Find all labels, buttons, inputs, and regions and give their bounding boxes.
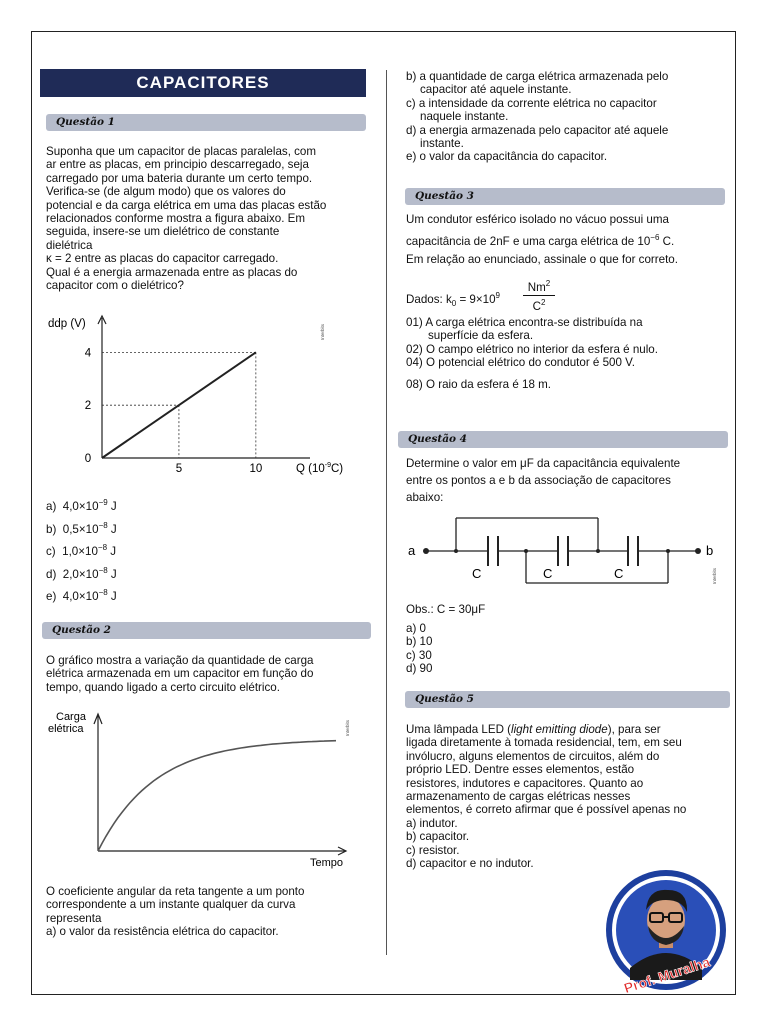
node-dot [524,549,528,553]
text-line: ligada diretamente à tomada residencial, tem, em seu [406,736,682,750]
option-c: c) resistor. [406,843,460,857]
question-4-header: Questão 4 [398,431,728,448]
text-line: Uma lâmpada LED (light emitting diode), para ser [406,723,661,736]
option-d: d) 90 [406,662,433,676]
page-title: CAPACITORES [40,69,366,97]
node-dot [596,549,600,553]
option-c: c) $1,0\times 10^{-8}$ J [46,543,117,558]
option-a: a) $4,0\times 10^{-9}$ J [46,498,117,513]
text-line: potencial e da carga elétrica em uma das placas estão [46,198,327,212]
text-line: entre os pontos a e b da associação de capacitores [406,474,671,487]
x-tick-label: 5 [175,463,183,475]
x-tick-label: 10 [249,463,263,475]
charge-vs-time-chart [46,706,356,871]
y-axis-label: ddp (V) [48,318,86,330]
question-3-items [406,316,726,391]
question-4-options [406,622,606,676]
text-line: capacitância de 2nF e uma carga elétrica de $10^{-6}$ C. [406,233,675,248]
text-line: Suponha que um capacitor de placas paralelas, com [46,145,317,158]
watermark: Interbits [712,567,717,584]
option-b: b) a quantidade de carga elétrica armazenada pelo [406,70,669,83]
text-line: carregado por uma bateria durante um certo tempo. [46,171,313,185]
question-5-text [406,723,726,870]
terminal-a-label: a [408,543,416,558]
option-d: d) capacitor e no indutor. [406,857,534,871]
capacitor-3-label: C [614,566,624,581]
text-line: próprio LED. Dentre esses elementos, estão [406,763,635,777]
y-tick-label: 4 [84,347,92,360]
author-logo [604,868,728,997]
option-e: e) o valor da capacitância do capacitor. [406,150,608,164]
item-01: 01) A carga elétrica encontra-se distribuída na [406,316,643,329]
option-b-cont: capacitor até aquele instante. [420,83,572,97]
text-line: abaixo: [406,491,444,504]
question-4-text [406,455,726,506]
text-line: armazenamento de cargas elétricas nesses [406,790,631,804]
text-line: elementos, é correto afirmar que é possível apenas no [406,803,687,817]
option-c: c) a intensidade da corrente elétrica no capacitor [406,96,657,110]
capacitor-circuit-diagram [404,512,722,592]
text-line: dielétrica [46,238,93,252]
text-line: relacionados conforme mostra a figura abaixo. Em [46,212,306,226]
logo-text: Prof. Muralha [621,953,712,997]
text-line: Determine o valor em μF da capacitância equivalente [406,457,681,470]
text-line: O gráfico mostra a variação da quantidade de carga [46,654,314,667]
column-divider [386,70,387,955]
option-a: a) indutor. [406,816,458,830]
text-line: Qual é a energia armazenada entre as placas do [46,265,298,279]
item-02: 02) O campo elétrico no interior da esfera é nulo. [406,342,658,356]
text-line: representa [46,911,102,925]
x-axis-label: Tempo [310,857,344,869]
question-3-data [406,277,706,313]
x-axis-label: Q $(10^{-9}C)$ [296,462,344,475]
watermark: Interbits [345,719,350,736]
text-line: Verifica-se (de algum modo) que os valores do [46,185,286,199]
charge-curve [98,741,336,851]
option-e: e) $4,0\times 10^{-8}$ J [46,588,117,603]
terminal-b-dot [695,548,701,554]
option-a: a) 0 [406,622,426,635]
question-2-text [46,654,366,694]
option-a: a) o valor da resistência elétrica do capacitor. [46,925,279,939]
question-1-header: Questão 1 [46,114,366,131]
watermark: Interbits [320,323,325,340]
y-tick-label: 2 [84,400,92,413]
option-b: b) 10 [406,635,433,649]
text-line: invólucro, alguns elementos de circuitos, além do [406,749,660,763]
question-2-header: Questão 2 [42,622,371,639]
terminal-b-label: b [706,543,714,558]
text-line: elétrica armazenada em um capacitor em função do [46,667,314,681]
question-3-text [406,211,726,269]
text-line: capacitor com o dielétrico? [46,279,184,293]
question-2-prompt [46,885,366,939]
item-01-cont: superfície da esfera. [428,329,534,343]
y-axis-label: Carga [56,711,86,723]
text-line: ar entre as placas, em principio descarregado, seja [46,158,309,172]
option-b: b) capacitor. [406,830,470,844]
text-line: seguida, insere-se um dielétrico de constante [46,225,280,239]
text-line: tempo, quando ligado a certo circuito elétrico. [46,680,280,694]
text-line: correspondente a um instante qualquer da curva [46,898,296,912]
capacitor-2-label: C [543,566,553,581]
question-4-obs: Obs.: C = 30μF [406,603,486,616]
option-c-cont: naquele instante. [420,110,509,124]
capacitor-1-label: C [472,566,482,581]
item-08: 08) O raio da esfera é 18 m. [406,377,551,391]
option-d: d) $2,0\times 10^{-8}$ J [46,565,117,581]
question-2-options-cont [406,70,726,164]
node-dot [454,549,458,553]
text-line: resistores, indutores e capacitores. Quanto ao [406,776,644,790]
units-fraction: Nm$^2$ $C^2$ [523,277,555,314]
question-1-text [46,145,366,292]
question-5-header: Questão 5 [405,691,730,708]
terminal-a-dot [423,548,429,554]
item-04: 04) O potencial elétrico do condutor é 500 V. [406,356,636,370]
x-tick-label: 0 [84,453,92,465]
kappa-line: κ = 2 entre as placas do capacitor carregado. [46,252,279,266]
option-c: c) 30 [406,648,432,662]
option-b: b) $0,5\times 10^{-8}$ J [46,520,117,536]
ddp-vs-charge-chart [46,310,344,485]
option-d-cont: instante. [420,137,464,151]
text-line: Um condutor esférico isolado no vácuo possui uma [406,213,669,226]
y-axis-label: elétrica [48,723,84,735]
text-line: Em relação ao enunciado, assinale o que for correto. [406,252,678,266]
question-3-header: Questão 3 [405,188,725,205]
node-dot [666,549,670,553]
constant-k0: Dados: $k_0 = 9\times 10^9$ [406,291,500,309]
text-line: O coeficiente angular da reta tangente a um ponto [46,885,305,898]
question-1-options [46,496,246,609]
option-d: d) a energia armazenada pelo capacitor até aquele [406,123,669,137]
